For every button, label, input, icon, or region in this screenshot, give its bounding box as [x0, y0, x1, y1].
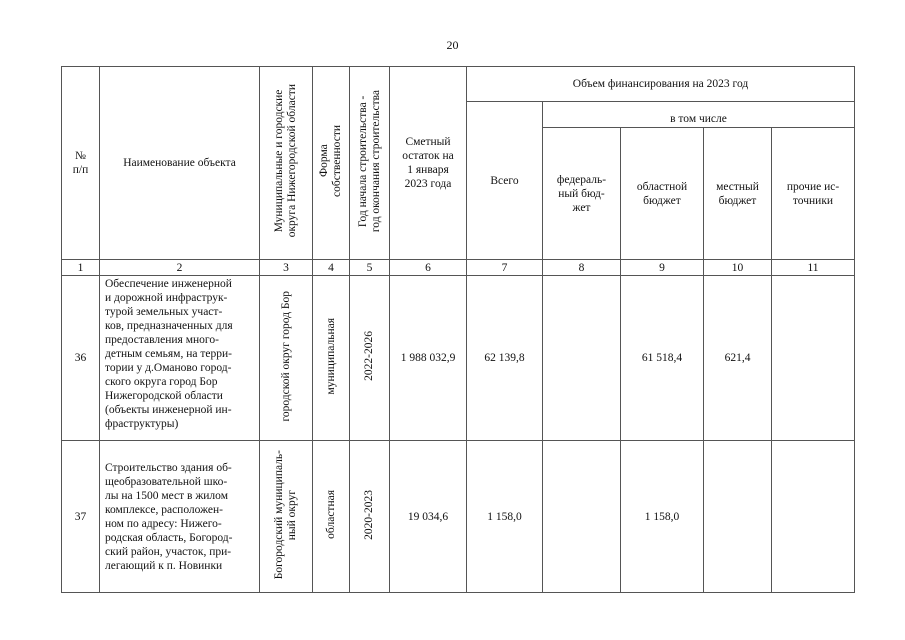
col-number: 8 [543, 260, 621, 276]
row-district: городской округ город Бор [279, 290, 292, 422]
col-number: 1 [62, 260, 100, 276]
row-district-cell [260, 441, 313, 593]
row-local [704, 441, 772, 593]
row-federal [543, 441, 621, 593]
col-number: 4 [313, 260, 350, 276]
row-balance: 19 034,6 [390, 441, 467, 593]
header-other: прочие ис- точники [772, 128, 855, 260]
row-ownership: областная [324, 490, 337, 539]
col-number: 3 [260, 260, 313, 276]
col-number: 10 [704, 260, 772, 276]
page-number: 20 [446, 38, 459, 52]
row-name: Строительство здания об- щеобразовательной шко- лы на 1500 мест в жилом комплексе, расположен- ном по адресу: Нижего- родская область, Богород- ский район, участок, при- легающий к п. Новинки [100, 441, 260, 593]
header-including: в том числе [543, 102, 855, 128]
header-district: Муниципальные и городские округа Нижегородской области [273, 84, 298, 238]
row-years-cell [350, 441, 390, 593]
row-balance: 1 988 032,9 [390, 276, 467, 441]
row-local: 621,4 [704, 276, 772, 441]
header-total: Всего [467, 102, 543, 260]
header-funding: Объем финансирования на 2023 год [467, 67, 855, 102]
row-ownership-cell [313, 441, 350, 593]
table-row [62, 276, 855, 441]
row-ownership-cell [313, 276, 350, 441]
row-years: 2022-2026 [363, 331, 375, 381]
row-regional: 1 158,0 [621, 441, 704, 593]
header-local: местный бюджет [704, 128, 772, 260]
row-ownership: муниципальная [324, 317, 337, 395]
row-federal [543, 276, 621, 441]
col-number: 7 [467, 260, 543, 276]
header-federal: федераль- ный бюд- жет [543, 128, 621, 260]
col-number: 11 [772, 260, 855, 276]
header-years-cell [350, 67, 390, 260]
row-name: Обеспечение инженерной и дорожной инфраструк- турой земельных участ- ков, предназначенных для предоставления много- детным семьям, на терри- тории у д.Оманово город- ского округа город Бор Нижегородской области (объекты инженерной ин- фраструктуры) [100, 276, 260, 441]
financing-table [61, 66, 855, 593]
row-other [772, 276, 855, 441]
row-years-cell [350, 276, 390, 441]
header-num: № п/п [62, 67, 100, 260]
row-total: 1 158,0 [467, 441, 543, 593]
row-total: 62 139,8 [467, 276, 543, 441]
row-years: 2020-2023 [363, 489, 375, 540]
row-num: 36 [62, 276, 100, 441]
col-number: 2 [100, 260, 260, 276]
header-name: Наименование объекта [100, 67, 260, 260]
header-ownership-cell [313, 67, 350, 260]
header-ownership: Форма собственности [318, 125, 343, 197]
row-district: Богородский муниципаль- ный округ [273, 449, 298, 580]
header-years: Год начала строительства - год окончания строительства [356, 89, 382, 233]
col-number: 9 [621, 260, 704, 276]
table-row [62, 441, 855, 593]
header-balance: Сметный остаток на 1 января 2023 года [390, 67, 467, 260]
header-district-cell [260, 67, 313, 260]
row-district-cell [260, 276, 313, 441]
header-regional: областной бюджет [621, 128, 704, 260]
col-number: 5 [350, 260, 390, 276]
row-num: 37 [62, 441, 100, 593]
row-regional: 61 518,4 [621, 276, 704, 441]
col-number: 6 [390, 260, 467, 276]
row-other [772, 441, 855, 593]
